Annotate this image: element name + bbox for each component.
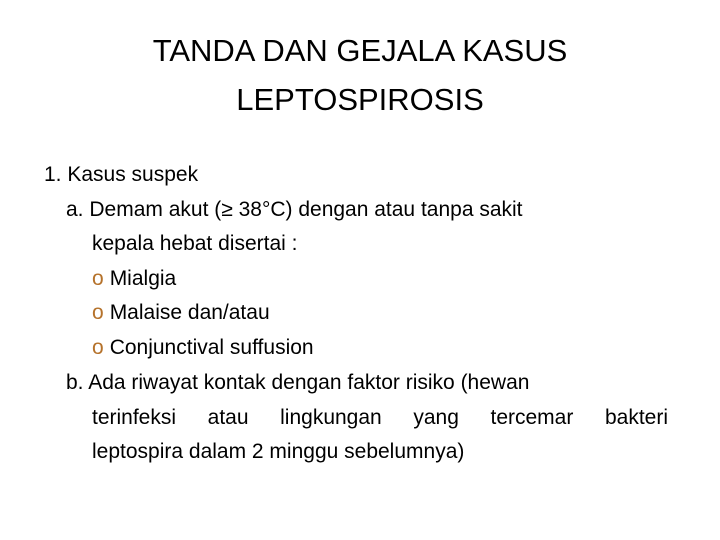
heading-number: 1. (44, 163, 62, 186)
item-a-text-1: Demam akut (≥ 38°C) dengan atau tanpa sakit (89, 198, 523, 221)
bullet-item (92, 262, 176, 297)
list-heading (44, 158, 198, 193)
item-b-line-2: terinfeksi atau lingkungan yang tercemar bakteri (92, 406, 668, 429)
item-a-line-2: kepala hebat disertai : (92, 232, 298, 255)
item-b-text-1: Ada riwayat kontak dengan faktor risiko (hewan (88, 371, 530, 394)
bullet-item (92, 296, 270, 331)
bullet-text: Mialgia (109, 267, 177, 290)
item-a-marker: a. (66, 198, 84, 221)
bullet-text: Conjunctival suffusion (109, 336, 314, 359)
title-line-2: LEPTOSPIROSIS (236, 82, 484, 117)
item-b-line-3: leptospira dalam 2 minggu sebelumnya) (92, 440, 465, 463)
bullet-marker-icon: o (92, 336, 104, 359)
item-b-marker: b. (66, 371, 84, 394)
bullet-item (92, 331, 314, 366)
heading-text: Kasus suspek (67, 163, 199, 186)
item-b-line-1 (66, 366, 529, 401)
bullet-text: Malaise dan/atau (109, 301, 270, 324)
bullet-marker-icon: o (92, 267, 104, 290)
bullet-marker-icon: o (92, 301, 104, 324)
title-line-1: TANDA DAN GEJALA KASUS (152, 33, 568, 68)
item-a-line-1 (66, 193, 523, 228)
